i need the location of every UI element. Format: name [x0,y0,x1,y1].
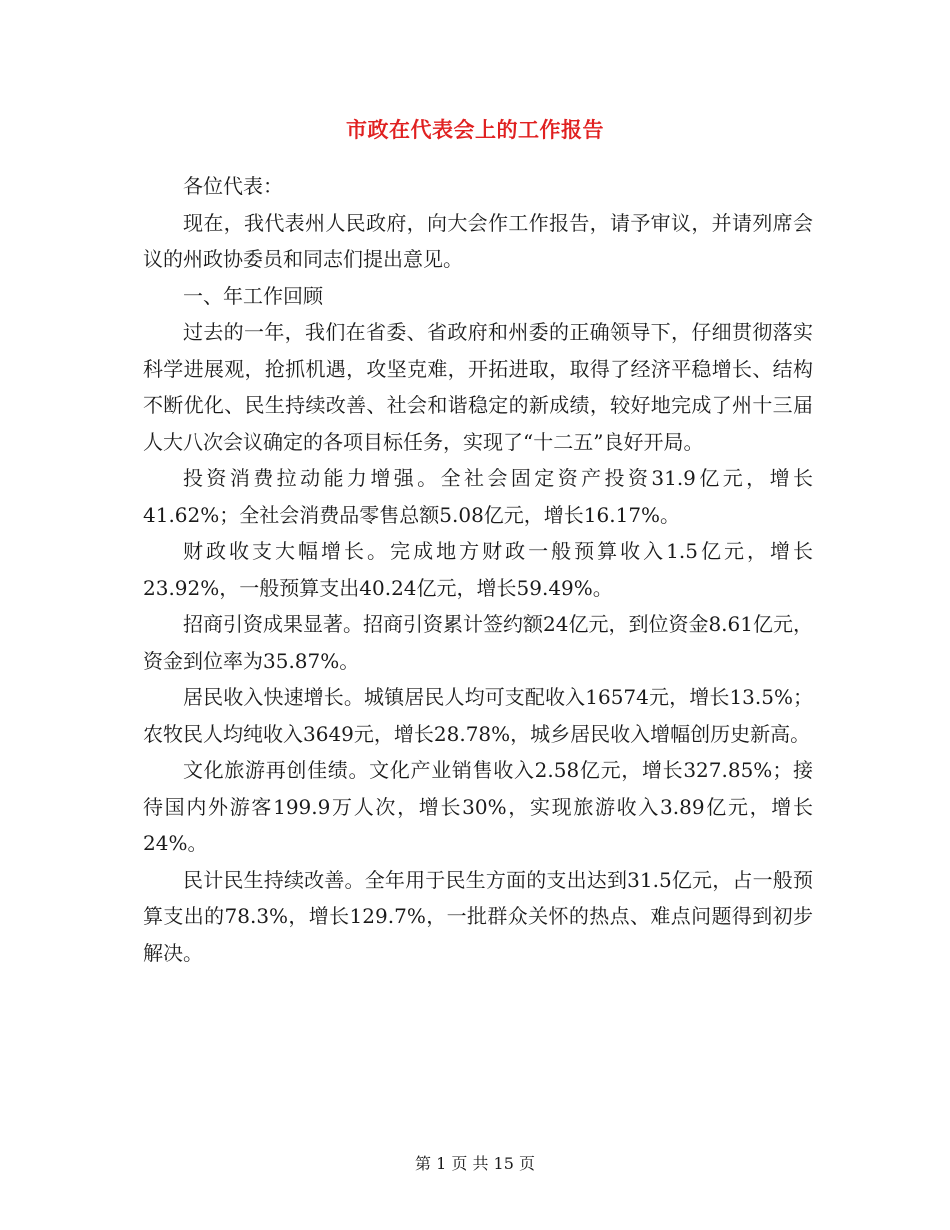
document-body [143,168,813,971]
page-number-footer: 第 1 页 共 15 页 [415,1154,535,1173]
paragraph-investment-attraction: 招商引资成果显著。招商引资累计签约额24亿元，到位资金8.61亿元，资金到位率为35.87%。 [143,612,813,673]
paragraph-income: 居民收入快速增长。城镇居民人均可支配收入16574元，增长13.5%；农牧民人均纯收入3649元，增长28.78%，城乡居民收入增幅创历史新高。 [143,685,813,746]
paragraph-finance: 财政收支大幅增长。完成地方财政一般预算收入1.5亿元，增长23.92%，一般预算支出40.24亿元，增长59.49%。 [143,539,813,600]
paragraph-intro: 现在，我代表州人民政府，向大会作工作报告，请予审议，并请列席会议的州政协委员和同志们提出意见。 [143,210,813,271]
paragraph-culture-tourism: 文化旅游再创佳绩。文化产业销售收入2.58亿元，增长327.85%；接待国内外游客199.9万人次，增长30%，实现旅游收入3.89亿元，增长24%。 [143,758,813,855]
paragraph-livelihood: 民计民生持续改善。全年用于民生方面的支出达到31.5亿元，占一般预算支出的78.3%，增长129.7%，一批群众关怀的热点、难点问题得到初步解决。 [143,867,813,965]
document-title: 市政在代表会上的工作报告 [346,117,604,142]
paragraph-review: 过去的一年，我们在省委、省政府和州委的正确领导下，仔细贯彻落实科学进展观，抢抓机遇，攻坚克难，开拓进取，取得了经济平稳增长、结构不断优化、民生持续改善、社会和谐稳定的新成绩，较好地完成了州十三届人大八次会议确定的各项目标任务，实现了“十二五”良好开局。 [143,320,813,454]
paragraph-salutation: 各位代表： [183,174,283,198]
section-heading: 一、年工作回顾 [183,283,323,308]
paragraph-investment: 投资消费拉动能力增强。全社会固定资产投资31.9亿元，增长41.62%；全社会消费品零售总额5.08亿元，增长16.17%。 [143,466,813,527]
